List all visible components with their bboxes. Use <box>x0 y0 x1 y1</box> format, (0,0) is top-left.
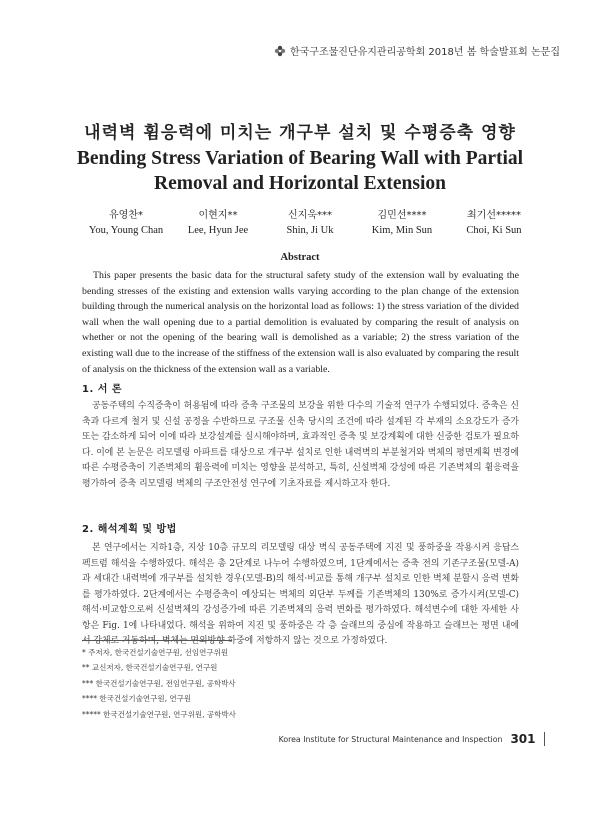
author <box>80 206 172 236</box>
journal-header <box>274 43 560 58</box>
author-name-english: You, Young Chan <box>88 225 164 236</box>
author-name-english: Lee, Hyun Jee <box>187 225 249 236</box>
author-name-korean: 최기선***** <box>467 210 521 221</box>
section-text-analysis-plan: 본 연구에서는 지하1층, 지상 10층 규모의 리모델링 대상 벽식 공동주택에 지진 및 풍하중을 작용시켜 응답스펙트럼 해석을 수행하였다. 해석은 총 2단계로 나누어 수행하였으며, 1단계에서는 증축 전의 기존구조물(모델-A)과 세대간 내력벽에 개구부를 설치한 경우(모델-B)의 해석·비교를 통해 개구부 설치로 인한 벽체 분할시 응력 변화를 평가하였다. 2단계에서는 수평증축이 예상되는 벽체의 외단부 두께를 기존벽체의 130%로 증가시켜(모델-C) 해석·비교함으로써 신설벽체의 강성증가에 따른 기존벽체의 응력 변화를 평가하였다. 해석변수에 대한 자세한 사항은 Fig. 1에 나타내었다. 해석을 위하여 지진 및 풍하중은 각 층 슬래브의 중심에 작용하고 슬래브는 평면 내에서 강체로 거동하며, 벽체는 면외방향 하중에 저항하지 않는 것으로 가정하였다. <box>82 543 519 646</box>
page-number: 301 <box>510 732 536 746</box>
section-text-introduction: 공동주택의 수직증축이 허용됨에 따라 증축 구조물의 보강을 위한 다수의 기술적 연구가 수행되었다. 증축은 신축과 다르게 철거 및 신설 공정을 수반하므로 구조물 신축 당시의 조건에 따라 설계된 각 부재의 소요강도가 증가 또는 감소하게 되어 이에 따라 보강설계를 실시해야하며, 효과적인 증축 및 보강계획에 대한 신중한 검토가 필요하다. 이에 본 논문은 리모델링 아파트를 대상으로 개구부 설치로 인한 내력벽의 부분철거와 벽체의 평면계획 변경에 따른 수평증축이 기존벽체의 휨응력에 미치는 영향을 분석하고, 특히, 신설벽체 강성에 따른 기존벽체의 휨응력을 평가하여 증축 리모델링 벽체의 구조안전성 연구에 기초자료를 제시하고자 한다. <box>82 401 519 489</box>
abstract-heading: Abstract <box>280 252 320 263</box>
title-english-line1: Bending Stress Variation of Bearing Wall with Partial <box>76 148 524 169</box>
footnote: *** 한국건설기술연구원, 전임연구원, 공학박사 <box>82 678 236 688</box>
abstract-text: This paper presents the basic data for the structural safety study of the extension wall by evaluating the bending stresses of the existing and extension walls varying according to the plan change of the extension building through the numerical analysis on the horizontal load as follows: 1) the stress variation of the divided wall when the wall opening due to a partial demolition is evaluated by comparing the result of analysis on whether or not the opening of the bearing wall is demolished as a variable; 2) the stress variation of the existing wall due to the increase of the stiffness of the extension wall is also evaluated by comparing the result of analysis on the thickness of the extension wall as a variable. <box>82 270 519 375</box>
author-name-korean: 유영찬* <box>109 210 143 221</box>
author-name-english: Choi, Ki Sun <box>466 225 522 236</box>
star-flower-icon <box>274 45 286 57</box>
author <box>356 206 448 236</box>
author-list <box>80 206 540 236</box>
author-name-korean: 김민선**** <box>377 210 427 221</box>
author-name-english: Shin, Ji Uk <box>286 225 334 236</box>
footnote: **** 한국건설기술연구원, 연구원 <box>82 694 192 704</box>
title-english <box>0 146 600 196</box>
footnote-divider <box>82 640 232 641</box>
journal-name: 한국구조물진단유지관리공학회 2018년 봄 학술발표회 논문집 <box>289 47 560 58</box>
author <box>448 206 540 236</box>
section-heading-introduction: 1. 서 론 <box>82 384 123 395</box>
footer-institution: Korea Institute for Structural Maintenance and Inspection <box>278 734 503 744</box>
footnotes <box>82 645 382 722</box>
title-korean: 내력벽 휨응력에 미치는 개구부 설치 및 수평증축 영향 <box>84 123 516 143</box>
title-english-line2: Removal and Horizontal Extension <box>154 173 446 194</box>
page-footer <box>279 732 545 746</box>
author <box>172 206 264 236</box>
section-heading-analysis-plan: 2. 해석계획 및 방법 <box>82 524 177 535</box>
author-name-english: Kim, Min Sun <box>371 225 433 236</box>
footer-divider <box>544 732 546 746</box>
author <box>264 206 356 236</box>
footnote: ** 교신저자, 한국건설기술연구원, 연구원 <box>82 663 218 673</box>
footnote: * 주저자, 한국건설기술연구원, 선임연구위원 <box>82 648 229 657</box>
author-name-korean: 이현지** <box>198 210 238 221</box>
author-name-korean: 신지욱*** <box>288 210 332 221</box>
footnote: ***** 한국건설기술연구원, 연구위원, 공학박사 <box>82 709 236 719</box>
